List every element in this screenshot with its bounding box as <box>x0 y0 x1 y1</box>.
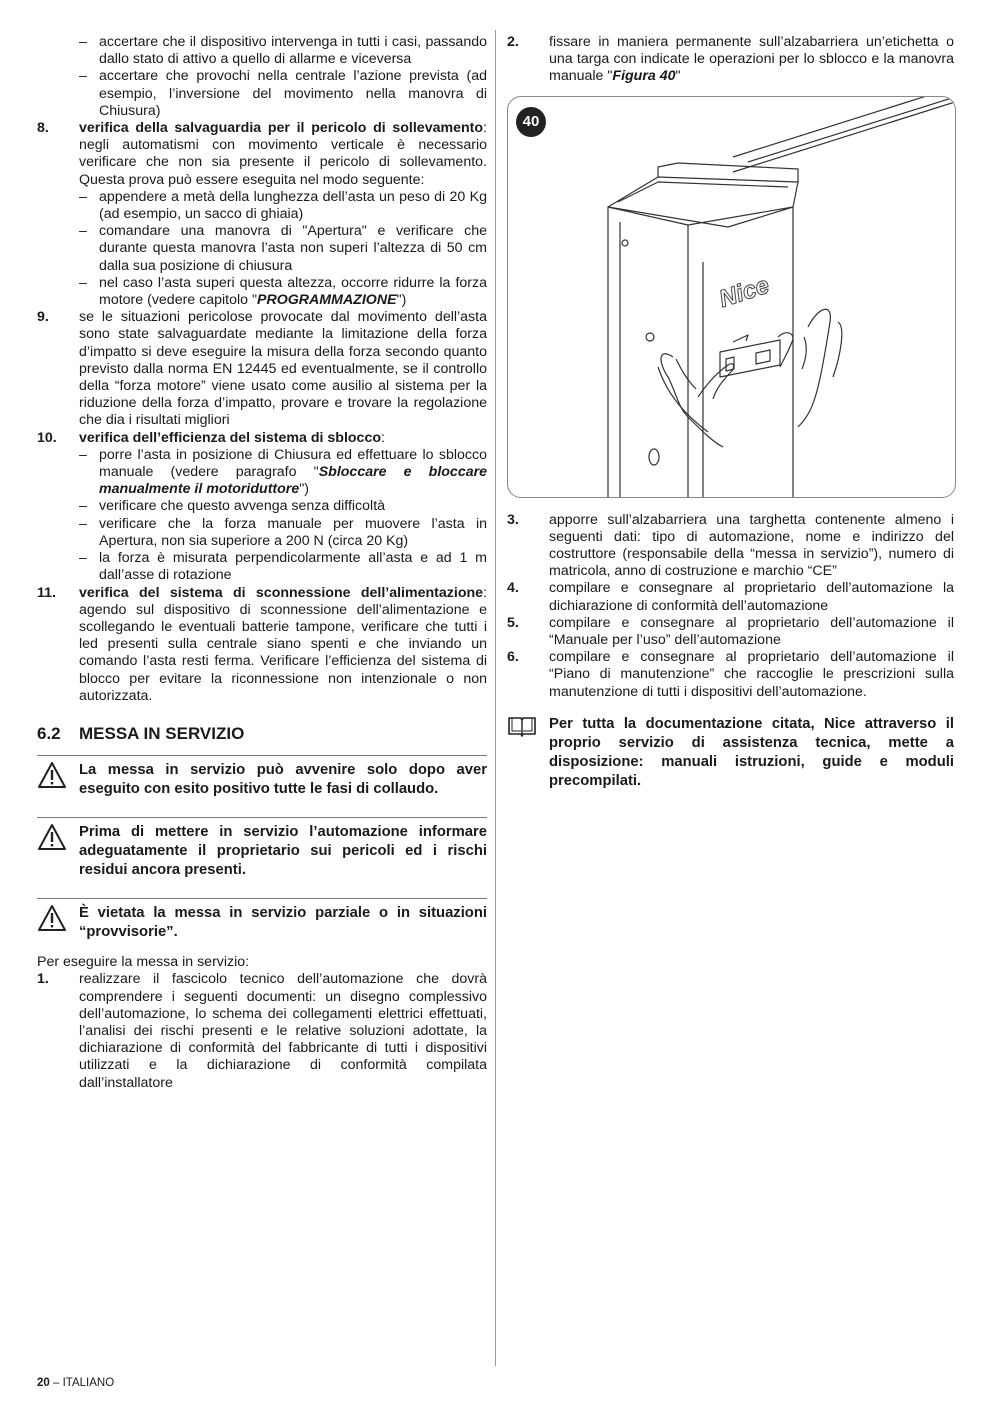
warning-icon <box>37 904 79 942</box>
step-3: 3. apporre sull’alzabarriera una targhetta contenente almeno i seguenti dati: tipo di automazione, nome e indirizzo del costruttore (responsabile della “messa in servizio”), numero di matricola, anno di costruzione e marchio “CE” <box>507 511 954 580</box>
note-box: Per tutta la documentazione citata, Nice attraverso il proprio servizio di assistenza tecnica, mette a disposizione: manuali istruzioni, guide e moduli precompilati. <box>507 715 954 791</box>
list-item: – verificare che la forza manuale per muovere l’asta in Apertura, non sia superiore a 200 N (circa 20 Kg) <box>79 515 487 549</box>
book-icon <box>507 715 549 791</box>
left-column <box>37 34 487 1092</box>
step-4: 4. compilare e consegnare al proprietario dell’automazione la dichiarazione di conformità dell’automazione <box>507 580 954 614</box>
nice-logo: Nice <box>715 271 773 313</box>
item-10: 10. verifica dell’efficienza del sistema di sblocco: <box>37 429 385 446</box>
item-8: 8. verifica della salvaguardia per il pericolo di sollevamento: negli automatismi con movimento verticale è necessario verificare che non sia presente il pericolo di sollevamento. Questa prova può essere eseguita nel modo seguente: <box>37 120 487 188</box>
item-11: 11. verifica del sistema di sconnessione dell’alimentazione: agendo sul dispositivo di sconnessione dell’alimentazione e scollegando le eventuali batterie tampone, verificare che tutti i led presenti sulla centrale siano spenti e che inviando un comando l’asta resti ferma. Verificare l’efficienza del sistema di blocco per evitare la riconnessione non intenzionale o non autorizzata. <box>37 584 487 704</box>
barrier-illustration <box>508 97 955 497</box>
warning-icon <box>37 761 79 799</box>
warning-box: Prima di mettere in servizio l’automazione informare adeguatamente il proprietario sui pericoli ed i rischi residui ancora presenti. <box>37 817 487 880</box>
step-6: 6. compilare e consegnare al proprietario dell’automazione il “Piano di manutenzione” che raccoglie le prescrizioni sulla manutenzione di tutti i dispositivi dell’automazione. <box>507 649 954 700</box>
list-item: – accertare che il dispositivo intervenga in tutti i casi, passando dallo stato di attivo a quello di allarme e viceversa <box>79 34 487 68</box>
column-divider <box>495 30 496 1366</box>
step-2: 2. fissare in maniera permanente sull’alzabarriera un’etichetta o una targa con indicate le operazioni per lo sblocco e la manovra manuale "Figura 40" <box>507 34 954 85</box>
right-column <box>507 34 954 791</box>
item-9: 9. se le situazioni pericolose provocate dal movimento dell’asta sono state salvaguardate mediante la limitazione della forza d’impatto si deve eseguire la misura della forza secondo quanto previsto dalla norma EN 12445 ed eventualmente, se il controllo della “forza motore” viene usato come ausilio al sistema per la riduzione della forza d’impatto, provare e trovare la regolazione che dia i risultati migliori <box>37 309 487 429</box>
figure-40 <box>507 96 956 498</box>
list-item: – porre l’asta in posizione di Chiusura ed effettuare lo sblocco manuale (vedere paragrafo "Sbloccare e bloccare manualmente il motoriduttore") <box>79 446 488 498</box>
page-footer: 20 – ITALIANO <box>37 1377 115 1389</box>
warning-box: È vietata la messa in servizio parziale o in situazioni “provvisorie”. <box>37 898 487 942</box>
procedure-intro: Per eseguire la messa in servizio: <box>37 954 250 971</box>
warning-icon <box>37 823 79 880</box>
list-item: – la forza è misurata perpendicolarmente all’asta e ad 1 m dall’asse di rotazione <box>79 550 487 584</box>
section-heading: 6.2 MESSA IN SERVIZIO <box>37 723 245 743</box>
step-5: 5. compilare e consegnare al proprietario dell’automazione il “Manuale per l’uso” dell’automazione <box>507 614 954 649</box>
list-item: – accertare che provochi nella centrale l’azione prevista (ad esempio, l’inversione del movimento nella manovra di Chiusura) <box>79 68 487 119</box>
warning-box: La messa in servizio può avvenire solo dopo aver eseguito con esito positivo tutte le fasi di collaudo. <box>37 755 487 799</box>
list-item: – comandare una manovra di "Apertura" e verificare che durante questa manovra l’asta non superi l’altezza di 50 cm dalla sua posizione di chiusura <box>79 223 487 274</box>
list-item: – appendere a metà della lunghezza dell’asta un peso di 20 Kg (ad esempio, un sacco di ghiaia) <box>79 188 487 223</box>
list-item: – nel caso l’asta superi questa altezza, occorre ridurre la forza motore (vedere capitolo "PROGRAMMAZIONE") <box>79 274 487 309</box>
figure-badge: 40 <box>516 107 546 137</box>
step-1: 1. realizzare il fascicolo tecnico dell’automazione che dovrà comprendere i seguenti documenti: un disegno complessivo dell’automazione, lo schema dei collegamenti elettrici effettuati, l’analisi dei rischi presenti e le relative soluzioni adottate, la dichiarazione di conformità del fabbricante di tutti i dispositivi utilizzati e la dichiarazione di conformità compilata dall’installatore <box>37 971 487 1091</box>
list-item: – verificare che questo avvenga senza difficoltà <box>79 498 386 515</box>
